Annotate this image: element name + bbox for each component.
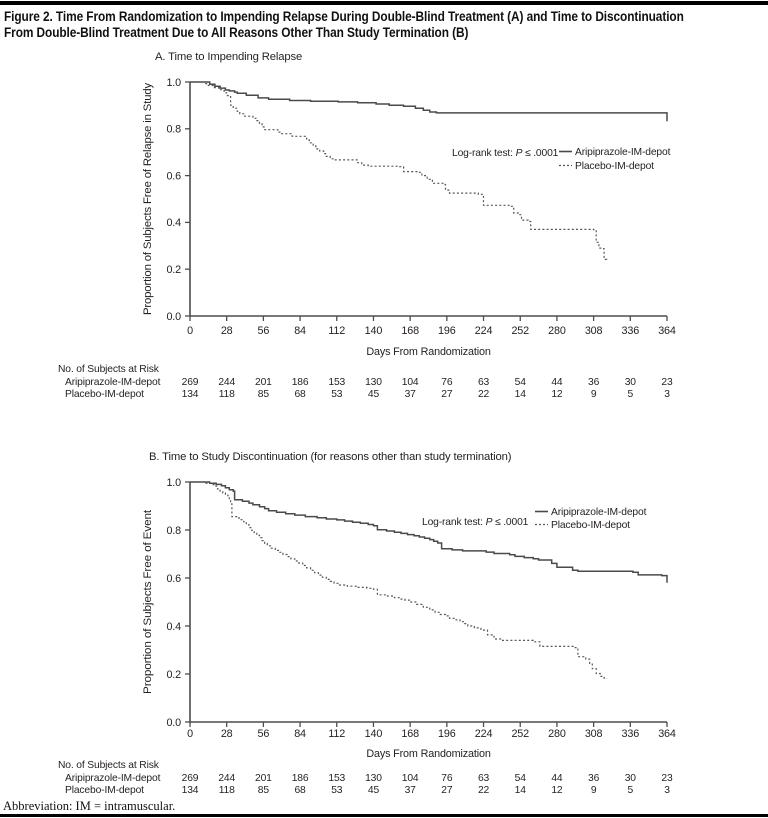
at-risk-header: No. of Subjects at Risk	[58, 364, 159, 375]
at-risk-value: 201	[255, 773, 272, 784]
figure-title-line1: Figure 2. Time From Randomization to Impending Relapse During Double-Blind Treatment (A) and Time to Discontinuation	[4, 9, 684, 24]
at-risk-value: 153	[328, 377, 346, 388]
at-risk-value: 118	[218, 389, 235, 400]
y-tick-label: 0.0	[166, 310, 181, 323]
at-risk-value: 68	[294, 389, 306, 400]
at-risk-value: 12	[551, 785, 563, 796]
y-tick-label: 0.8	[166, 524, 181, 537]
at-risk-value: 45	[367, 785, 380, 796]
at-risk-value: 54	[514, 377, 526, 388]
at-risk-table	[58, 364, 673, 400]
x-tick-label: 252	[511, 728, 530, 740]
panel-a-kaplan-meier-chart	[0, 44, 768, 406]
y-tick-label: 0.4	[166, 217, 181, 230]
at-risk-value: 23	[661, 377, 673, 388]
legend	[535, 507, 647, 531]
at-risk-value: 63	[477, 773, 490, 784]
at-risk-value: 118	[218, 785, 235, 796]
x-tick-label: 280	[548, 728, 566, 740]
y-tick-label: 0.4	[166, 620, 181, 633]
y-tick-label: 0.8	[166, 123, 181, 136]
figure-title-line2: From Double-Blind Treatment Due to All Reasons Other Than Study Termination (B)	[4, 25, 469, 40]
axes	[190, 82, 667, 316]
at-risk-value: 153	[328, 773, 346, 784]
at-risk-value: 76	[441, 377, 453, 388]
x-tick-label: 196	[438, 728, 456, 740]
at-risk-value: 186	[291, 773, 309, 784]
x-tick-label: 56	[257, 728, 270, 740]
at-risk-value: 27	[441, 785, 453, 796]
at-risk-table	[58, 760, 673, 796]
at-risk-value: 27	[441, 389, 453, 400]
x-tick-label: 308	[584, 728, 603, 740]
x-tick-label: 336	[621, 728, 640, 740]
axis-lines	[190, 82, 667, 316]
at-risk-value: 201	[255, 377, 272, 388]
at-risk-value: 45	[367, 389, 380, 400]
legend	[559, 147, 671, 172]
at-risk-value: 9	[590, 785, 597, 796]
x-tick-label: 112	[328, 325, 346, 337]
at-risk-value: 53	[331, 389, 343, 400]
x-tick-label: 364	[658, 728, 676, 740]
y-tick-label: 1.0	[166, 476, 181, 489]
legend-label: Aripiprazole-IM-depot	[575, 147, 671, 158]
at-risk-value: 30	[624, 377, 636, 388]
at-risk-value: 36	[588, 773, 600, 784]
at-risk-value: 130	[365, 773, 382, 784]
y-axis-label: Proportion of Subjects Free of Event	[142, 525, 154, 694]
at-risk-value: 5	[627, 785, 634, 796]
x-tick-label: 84	[294, 728, 306, 740]
logrank-annotation: Log-rank test: P ≤ .0001	[422, 517, 529, 528]
at-risk-value: 3	[664, 389, 670, 400]
at-risk-value: 44	[551, 773, 563, 784]
at-risk-value: 3	[664, 785, 670, 796]
at-risk-value: 12	[551, 389, 563, 400]
y-tick-label: 0.0	[166, 716, 181, 729]
y-tick-label: 0.6	[166, 572, 181, 585]
legend-label: Aripiprazole-IM-depot	[551, 507, 647, 518]
at-risk-value: 54	[514, 773, 526, 784]
survival-curve-solid	[190, 482, 667, 583]
abbreviation-note: Abbreviation: IM = intramuscular.	[3, 799, 176, 813]
x-tick-label: 280	[548, 325, 566, 337]
x-axis-label: Days From Randomization	[366, 748, 491, 760]
at-risk-value: 134	[181, 785, 199, 796]
at-risk-value: 23	[661, 773, 673, 784]
y-axis-label: Proportion of Subjects Free of Relapse in Study	[142, 93, 154, 315]
panel-title: B. Time to Study Discontinuation (for reasons other than study termination)	[149, 451, 512, 463]
at-risk-value: 104	[401, 377, 419, 388]
at-risk-row-label: Placebo-IM-depot	[65, 389, 144, 400]
at-risk-value: 244	[218, 773, 236, 784]
panel-title: A. Time to Impending Relapse	[155, 51, 303, 63]
legend-label: Placebo-IM-depot	[575, 161, 654, 172]
x-tick-label: 0	[187, 325, 193, 337]
at-risk-value: 85	[257, 389, 269, 400]
at-risk-value: 85	[257, 785, 269, 796]
at-risk-value: 244	[218, 377, 236, 388]
logrank-annotation: Log-rank test: P ≤ .0001	[452, 148, 559, 159]
x-tick-label: 112	[328, 728, 346, 740]
x-tick-label: 28	[220, 325, 233, 337]
x-tick-label: 336	[621, 325, 640, 337]
top-rule	[0, 1, 768, 5]
at-risk-value: 104	[401, 773, 419, 784]
panel-b-kaplan-meier-chart	[0, 444, 768, 800]
at-risk-value: 5	[627, 389, 634, 400]
at-risk-value: 37	[404, 785, 416, 796]
legend-label: Placebo-IM-depot	[551, 520, 630, 531]
x-axis	[187, 316, 676, 337]
at-risk-value: 36	[588, 377, 600, 388]
x-axis-label: Days From Randomization	[366, 346, 491, 358]
at-risk-value: 130	[365, 377, 382, 388]
x-tick-label: 364	[658, 325, 676, 337]
at-risk-value: 68	[294, 785, 306, 796]
at-risk-value: 269	[181, 377, 199, 388]
y-axis	[166, 477, 190, 729]
x-tick-label: 0	[187, 728, 193, 740]
x-tick-label: 196	[438, 325, 456, 337]
y-tick-label: 0.2	[166, 668, 181, 681]
at-risk-value: 9	[590, 389, 597, 400]
x-axis	[187, 722, 676, 740]
at-risk-row-label: Aripiprazole-IM-depot	[65, 773, 161, 784]
y-tick-label: 1.0	[166, 76, 181, 89]
survival-curve-dotted	[190, 82, 607, 260]
at-risk-row-label: Aripiprazole-IM-depot	[65, 377, 161, 388]
at-risk-value: 53	[331, 785, 343, 796]
at-risk-value: 14	[514, 785, 526, 796]
at-risk-value: 14	[514, 389, 526, 400]
at-risk-header: No. of Subjects at Risk	[58, 760, 159, 771]
x-tick-label: 252	[511, 325, 530, 337]
at-risk-value: 22	[477, 389, 490, 400]
y-axis	[166, 77, 190, 323]
at-risk-value: 44	[551, 377, 563, 388]
at-risk-value: 269	[181, 773, 199, 784]
at-risk-value: 186	[291, 377, 309, 388]
x-tick-label: 224	[474, 728, 493, 740]
figure-title	[4, 9, 768, 41]
at-risk-value: 76	[441, 773, 453, 784]
x-tick-label: 308	[584, 325, 603, 337]
at-risk-row-label: Placebo-IM-depot	[65, 785, 144, 796]
survival-curve-solid	[190, 82, 667, 121]
at-risk-value: 134	[181, 389, 199, 400]
at-risk-value: 37	[404, 389, 416, 400]
x-tick-label: 140	[364, 325, 383, 337]
at-risk-value: 30	[624, 773, 636, 784]
x-tick-label: 140	[364, 728, 383, 740]
y-tick-label: 0.6	[166, 170, 181, 183]
x-tick-label: 84	[294, 325, 306, 337]
x-tick-label: 28	[220, 728, 233, 740]
at-risk-value: 22	[477, 785, 490, 796]
y-tick-label: 0.2	[166, 264, 181, 276]
x-tick-label: 168	[401, 728, 419, 740]
x-tick-label: 168	[401, 325, 419, 337]
x-tick-label: 224	[474, 325, 493, 337]
x-tick-label: 56	[257, 325, 270, 337]
bottom-rule	[0, 814, 768, 817]
at-risk-value: 63	[477, 377, 490, 388]
